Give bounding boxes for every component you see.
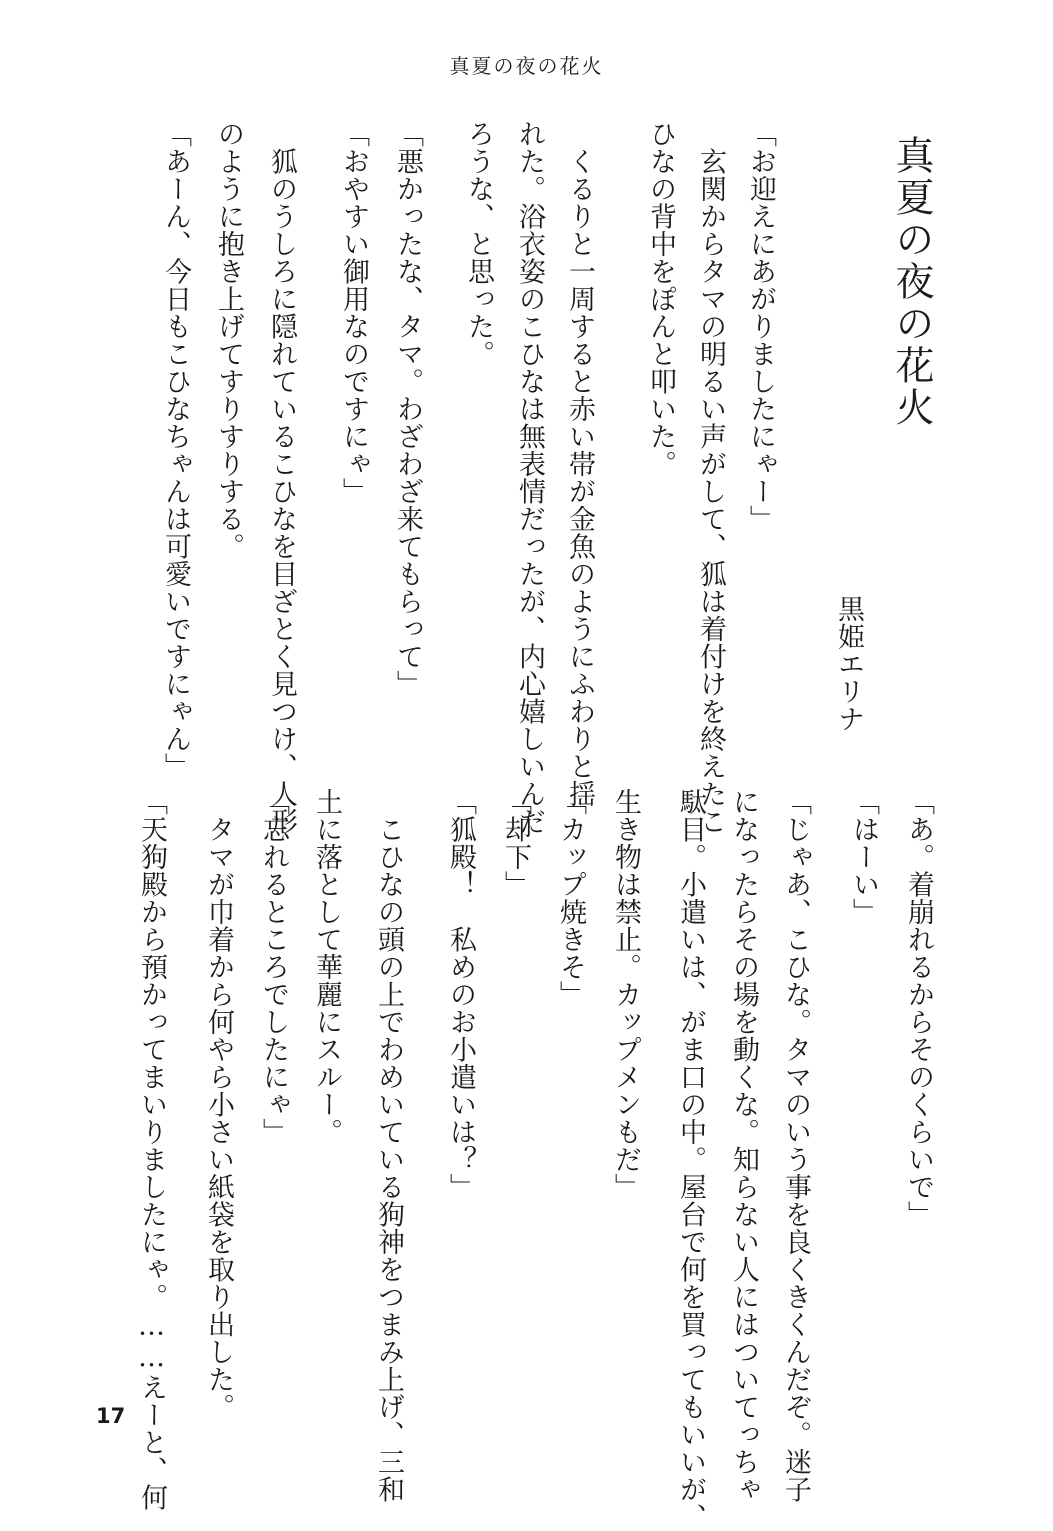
- text-line: 「忘れるところでしたにゃ」: [258, 788, 289, 1146]
- text-line: ろうな、と思った。: [463, 120, 494, 368]
- text-line: 「天狗殿から預かってまいりましたにゃ。……えーと、何: [136, 788, 167, 1511]
- text-line: 「悪かったな、タマ。わざわざ来てもらって」: [392, 120, 423, 698]
- page-number: 17: [96, 1404, 126, 1428]
- text-line: 「却下」: [500, 788, 531, 898]
- story-author: 黒姫エリナ: [833, 595, 864, 733]
- text-line: ひなの背中をぽんと叩いた。: [645, 120, 676, 478]
- text-line: になったらその場を動くな。知らない人にはついてっちゃ: [728, 788, 759, 1503]
- text-line: 玄関からタマの明るい声がして、狐は着付けを終えたこ: [695, 120, 726, 835]
- running-header: 真夏の夜の花火: [449, 54, 604, 78]
- text-line: 「お迎えにあがりましたにゃー」: [745, 120, 776, 533]
- text-line: 「おやすい御用なのですにゃ」: [338, 120, 369, 505]
- text-line: れた。浴衣姿のこひなは無表情だったが、内心嬉しいんだ: [514, 120, 545, 835]
- text-line: 土に落として華麗にスルー。: [311, 788, 342, 1146]
- text-line: 「狐殿！ 私めのお小遣いは？」: [445, 788, 476, 1201]
- text-line: のように抱き上げてすりすりする。: [213, 120, 244, 560]
- text-line: 生き物は禁止。カップメンもだ」: [610, 788, 641, 1201]
- text-line: こひなの頭の上でわめいている狗神をつまみ上げ、三和: [373, 788, 404, 1503]
- text-line: 狐のうしろに隠れているこひなを目ざとく見つけ、人形: [266, 120, 297, 835]
- story-title: 真夏の夜の花火: [889, 135, 934, 429]
- text-line: 「あ。着崩れるからそのくらいで」: [903, 788, 934, 1228]
- text-line: 「じゃあ、こひな。タマのいう事を良くきくんだぞ。迷子: [780, 788, 811, 1503]
- text-line: 「あーん、今日もこひなちゃんは可愛いですにゃん」: [160, 120, 191, 780]
- text-line: タマが巾着から何やら小さい紙袋を取り出した。: [203, 788, 234, 1421]
- text-line: 「カップ焼きそ」: [555, 788, 586, 1008]
- text-line: くるりと一周すると赤い帯が金魚のようにふわりと揺: [564, 120, 595, 808]
- text-line: 「はーい」: [848, 788, 879, 926]
- text-line: 駄目。小遣いは、がま口の中。屋台で何を買ってもいいが、: [675, 788, 706, 1531]
